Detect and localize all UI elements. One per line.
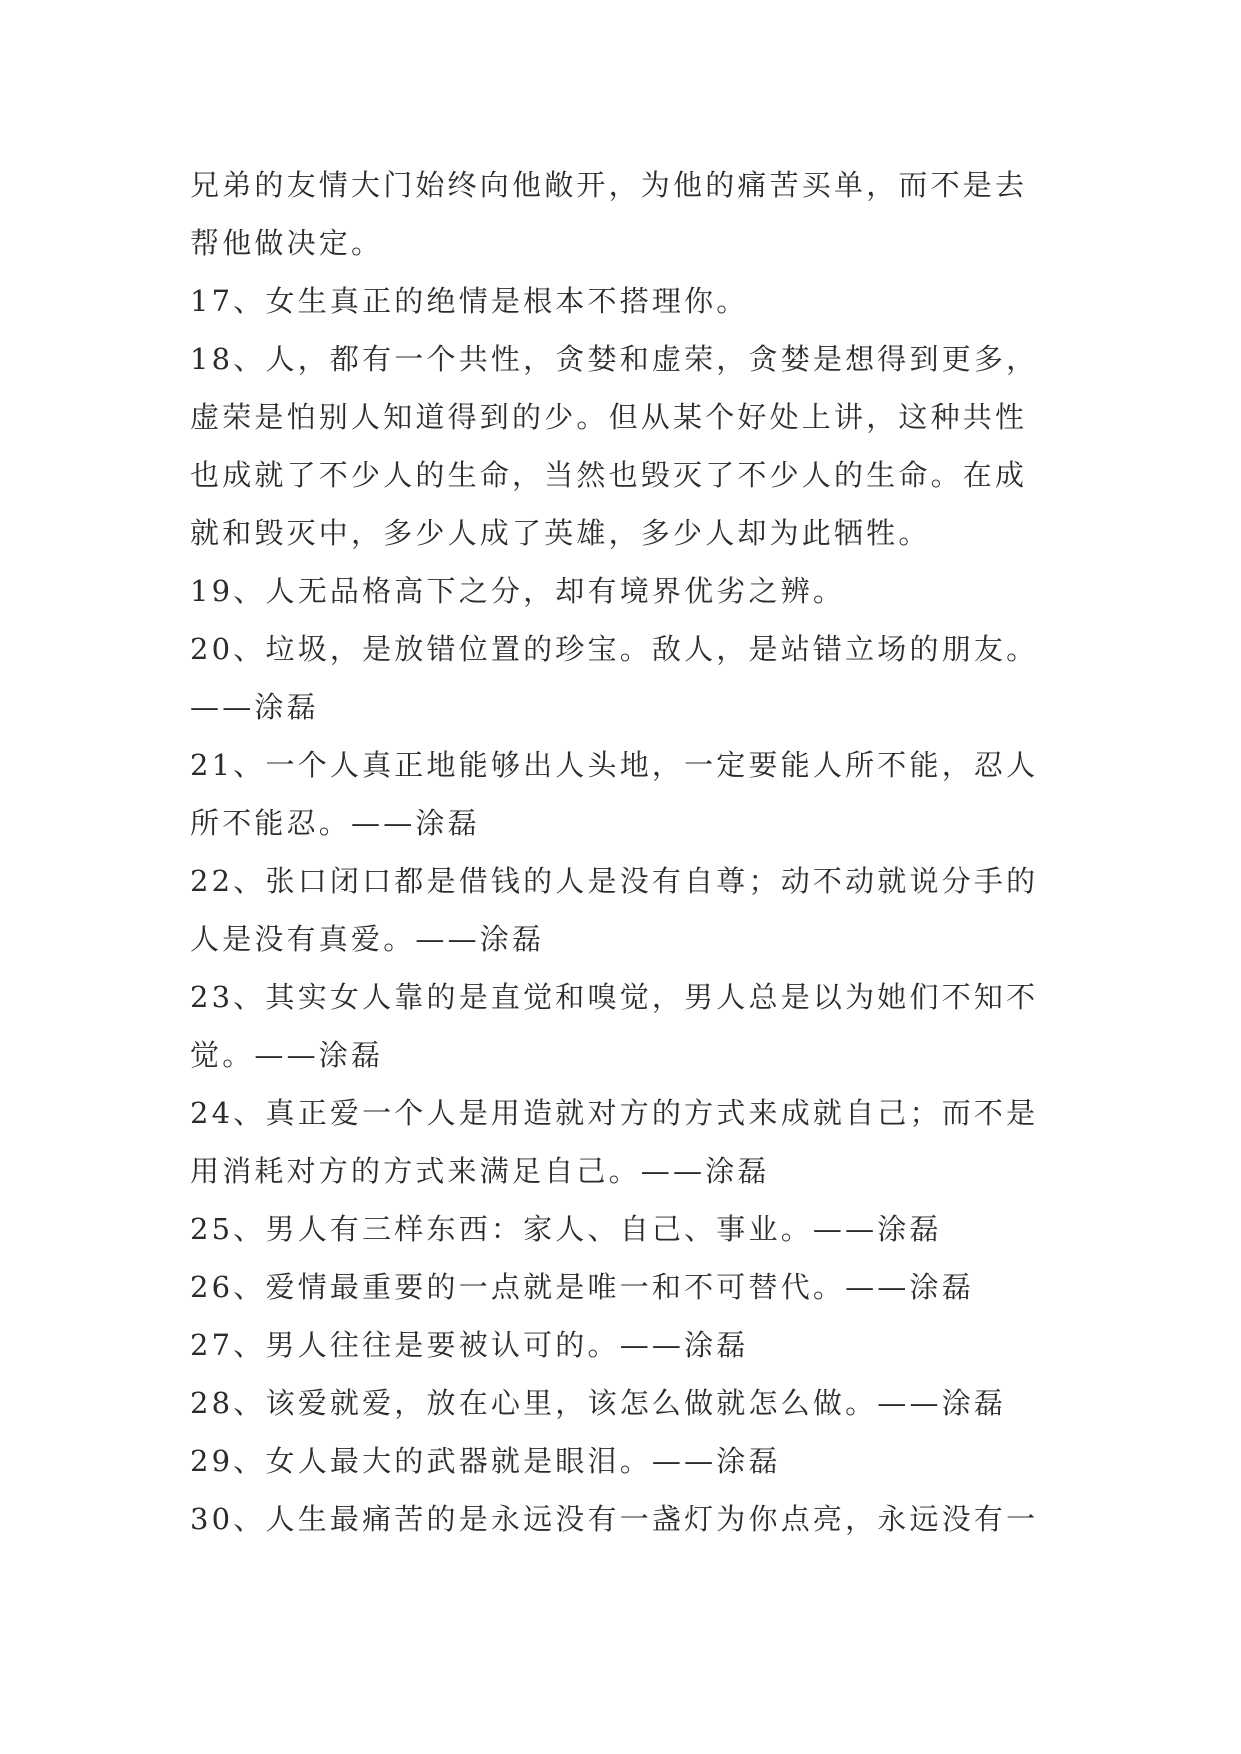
text-line: 25、男人有三样东西：家人、自己、事业。——涂磊 [190, 1212, 942, 1246]
text-line: 觉。——涂磊 [190, 1038, 384, 1072]
text-line: 23、其实女人靠的是直觉和嗅觉，男人总是以为她们不知不 [190, 980, 1039, 1014]
text-line: 20、垃圾，是放错位置的珍宝。敌人，是站错立场的朋友。 [190, 632, 1039, 666]
text-line: 就和毁灭中，多少人成了英雄，多少人却为此牺牲。 [190, 516, 931, 550]
text-line: 人是没有真爱。——涂磊 [190, 922, 545, 956]
text-line: 17、女生真正的绝情是根本不搭理你。 [190, 284, 749, 318]
document-body [190, 156, 1080, 1548]
text-line: 也成就了不少人的生命，当然也毁灭了不少人的生命。在成 [190, 458, 1028, 492]
text-line: 29、女人最大的武器就是眼泪。——涂磊 [190, 1444, 781, 1478]
text-line: 22、张口闭口都是借钱的人是没有自尊；动不动就说分手的 [190, 864, 1039, 898]
text-line: 帮他做决定。 [190, 226, 384, 260]
text-line: 26、爱情最重要的一点就是唯一和不可替代。——涂磊 [190, 1270, 974, 1304]
text-line: 21、一个人真正地能够出人头地，一定要能人所不能，忍人 [190, 748, 1039, 782]
text-line: 27、男人往往是要被认可的。——涂磊 [190, 1328, 749, 1362]
text-line: 19、人无品格高下之分，却有境界优劣之辨。 [190, 574, 846, 608]
text-line: 虚荣是怕别人知道得到的少。但从某个好处上讲，这种共性 [190, 400, 1028, 434]
text-line: 30、人生最痛苦的是永远没有一盏灯为你点亮，永远没有一 [190, 1502, 1039, 1536]
text-line: 24、真正爱一个人是用造就对方的方式来成就自己；而不是 [190, 1096, 1039, 1130]
text-line: 18、人，都有一个共性，贪婪和虚荣，贪婪是想得到更多， [190, 342, 1039, 376]
text-line: ——涂磊 [190, 690, 319, 724]
text-line: 所不能忍。——涂磊 [190, 806, 480, 840]
text-line: 用消耗对方的方式来满足自己。——涂磊 [190, 1154, 770, 1188]
text-line: 兄弟的友情大门始终向他敞开，为他的痛苦买单，而不是去 [190, 168, 1028, 202]
text-line: 28、该爱就爱，放在心里，该怎么做就怎么做。——涂磊 [190, 1386, 1007, 1420]
